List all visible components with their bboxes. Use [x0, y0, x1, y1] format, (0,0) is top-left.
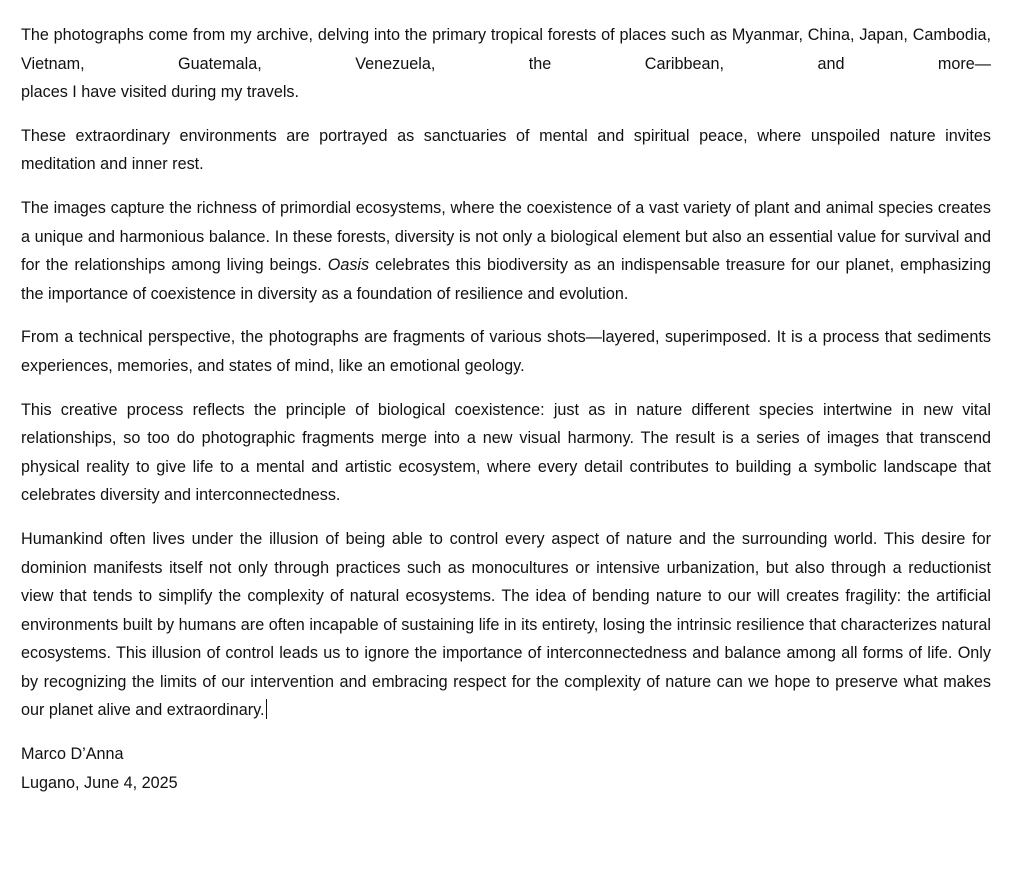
paragraph-creative-process: This creative process reflects the principle of biological coexistence: just as in nature different species intertwine in new vital relationships, so too do photographic fragments merge into a new visual harmony. The result is a series of images that transcend physical reality to give life to a mental and artistic ecosystem, where every detail contributes to building a symbolic landscape that celebrates diversity and interconnectedness. — [21, 400, 991, 505]
paragraph-technical: From a technical perspective, the photographs are fragments of various shots—layered, superimposed. It is a process that sediments experiences, memories, and states of mind, like an emotional geology. — [21, 328, 991, 375]
text-cursor — [266, 699, 267, 719]
paragraph-ecosystems-start: The images capture the richness of primordial ecosystems, where the coexistence of a vast variety of plant and animal species creates a unique and harmonious balance. In these forests, diversity is not only a biological element but also an essential value for survival and for the relationships among living beings. — [21, 198, 991, 275]
signature-block — [21, 740, 991, 797]
document-body[interactable] — [21, 21, 991, 797]
place-date: Lugano, June 4, 2025 — [21, 773, 178, 792]
paragraph-archive-lines: The photographs come from my archive, delving into the primary tropical forests of places such as Myanmar, China, Japan, Cambodia, Vietnam, Guatemala, Venezuela, the Caribbean, and more— — [21, 26, 991, 73]
paragraph-humankind — [21, 525, 991, 725]
paragraph-humankind-text: Humankind often lives under the illusion of being able to control every aspect of nature and the surrounding world. This desire for dominion manifests itself not only through practices such as monocultures or intensive urbanization, but also through a reductionist view that tends to simplify the complexity of natural ecosystems. The idea of bending nature to our will creates fragility: the artificial environments built by humans are often incapable of sustaining life in its entirety, losing the intrinsic resilience that characterizes natural ecosystems. This illusion of control leads us to ignore the importance of interconnectedness and balance among all forms of life. Only by recognizing the limits of our intervention and embracing respect for the complexity of nature can we hope to preserve what makes our planet alive and extraordinary. — [21, 529, 991, 720]
oasis-title: Oasis — [327, 256, 370, 275]
author-name: Marco D’Anna — [21, 745, 124, 764]
paragraph-ecosystems — [21, 194, 991, 308]
paragraph-archive-tail: places I have visited during my travels. — [21, 83, 300, 102]
paragraph-sanctuaries: These extraordinary environments are portrayed as sanctuaries of mental and spiritual peace, where unspoiled nature invites meditation and inner rest. — [21, 126, 991, 174]
paragraph-ecosystems-end: celebrates this biodiversity as an indispensable treasure for our planet, emphasizing the importance of coexistence in diversity as a foundation of resilience and evolution. — [21, 256, 991, 303]
